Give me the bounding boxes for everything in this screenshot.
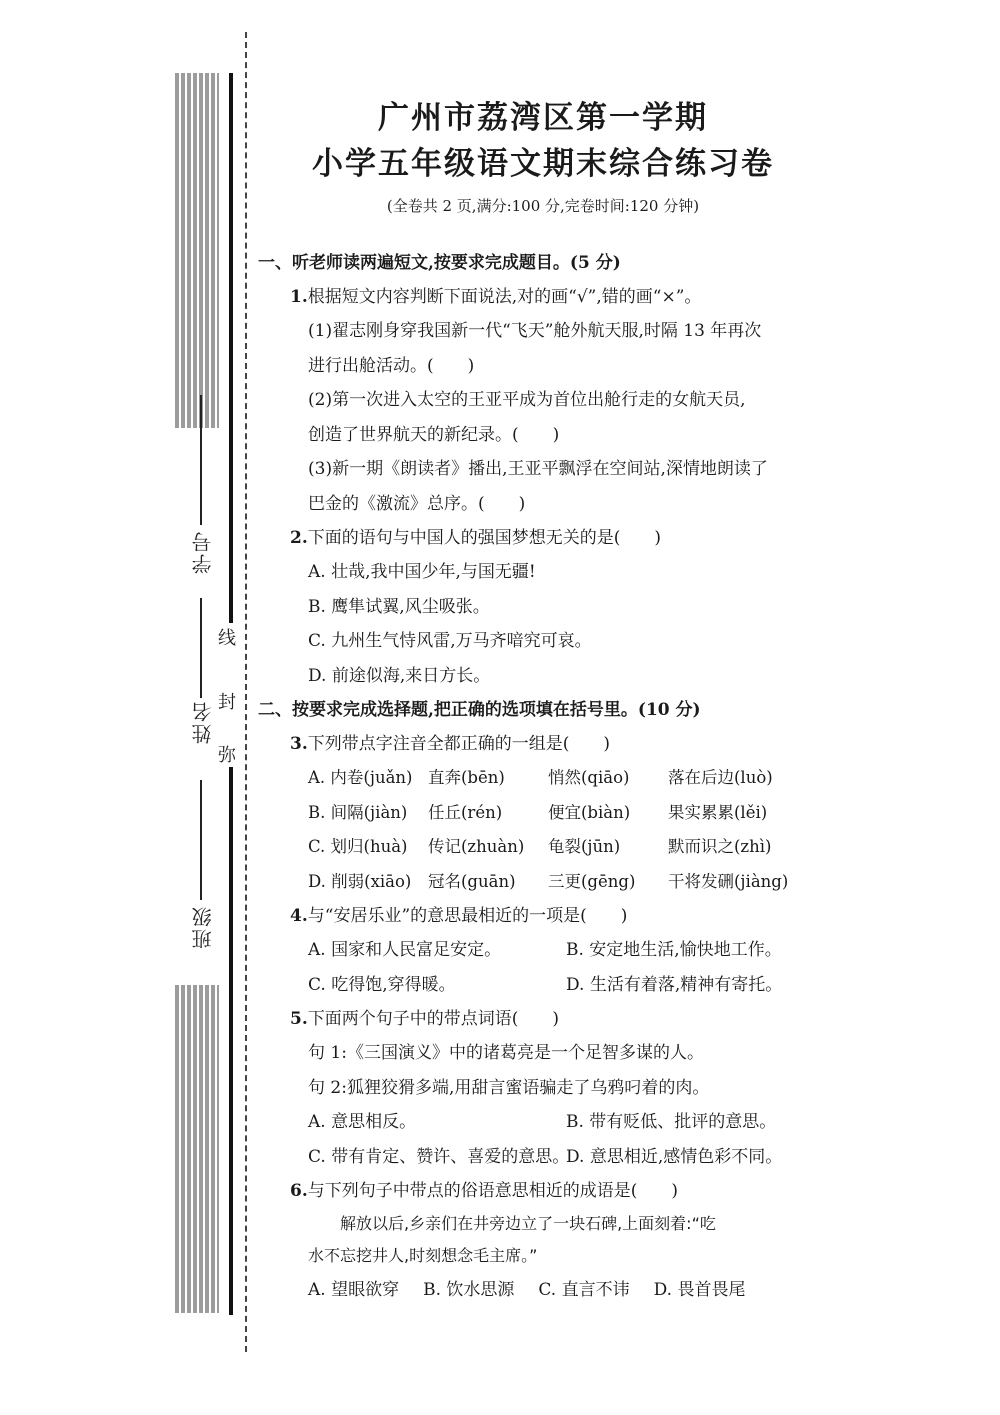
q6-passage-line-1: 解放以后,乡亲们在井旁边立了一块石碑,上面刻着:“吃: [340, 1214, 716, 1233]
q4-option-a: A. 国家和人民富足安定。: [308, 940, 502, 960]
xingming-label: 姓名: [191, 700, 215, 744]
q2-option-a: A. 壮哉,我中国少年,与国无疆!: [308, 562, 536, 582]
q3-option-a: [258, 761, 828, 796]
q3-c-3: 龟裂(jūn): [548, 837, 621, 856]
q2-option-d: D. 前途似海,来日方长。: [308, 665, 491, 686]
question-1: [258, 280, 828, 314]
q3-c-1: C. 划归(huà): [308, 837, 408, 856]
question-number: 4.: [290, 906, 308, 926]
q5-options-row-2: [258, 1140, 828, 1175]
question-number: 3.: [290, 734, 308, 754]
seal-char-xian: 线: [218, 628, 236, 649]
question-number: 5.: [290, 1009, 308, 1029]
q3-d-3: 三更(gēng): [548, 871, 636, 891]
question-5[interactable]: [258, 1002, 828, 1036]
question-number: 6.: [290, 1181, 308, 1201]
title-line-1: 广州市荔湾区第一学期: [378, 100, 708, 136]
q5-option-c: C. 带有肯定、赞许、喜爱的意思。: [308, 1146, 570, 1167]
banji-label: 班级: [191, 905, 215, 949]
q3-b-1: B. 间隔(jiàn): [308, 802, 408, 822]
q3-b-2: 任丘(rén): [428, 802, 503, 822]
q2-option-c: C. 九州生气恃风雷,万马齐喑究可哀。: [308, 631, 592, 651]
question-6[interactable]: [258, 1174, 828, 1208]
xuehao-blank[interactable]: [200, 395, 202, 525]
q5-option-d: D. 意思相近,感情色彩不同。: [566, 1146, 783, 1167]
q4-options-row-2: [258, 968, 828, 1003]
question-text: 下面两个句子中的带点词语( ): [307, 1009, 560, 1029]
question-text: 下面的语句与中国人的强国梦想无关的是( ): [307, 528, 662, 548]
margin-stripes-top: [173, 73, 219, 428]
q3-a-4: 落在后边(luò): [668, 768, 773, 787]
question-number: 2.: [290, 528, 308, 548]
q3-a-1: A. 内卷(juǎn): [308, 768, 413, 787]
q1-item-2-line-1: (2)第一次进入太空的王亚平成为首位出舱行走的女航天员,: [308, 390, 746, 410]
seal-char-feng: 封: [218, 692, 236, 713]
q6-passage-line-2: 水不忘挖井人,时刻想念毛主席。”: [308, 1246, 538, 1265]
q4-options-row-1: [258, 933, 828, 968]
question-text: 根据短文内容判断下面说法,对的画“√”,错的画“×”。: [307, 287, 702, 307]
q3-d-4: 干将发硎(jiàng): [668, 871, 789, 891]
question-3[interactable]: [258, 727, 828, 761]
banji-blank[interactable]: [200, 780, 202, 900]
q3-c-2: 传记(zhuàn): [428, 837, 525, 856]
q1-item-2-line-2[interactable]: 创造了世界航天的新纪录。( ): [308, 424, 560, 445]
margin-stripes-bottom: [173, 985, 219, 1313]
q4-option-d: D. 生活有着落,精神有寄托。: [566, 974, 783, 995]
q3-option-c: [258, 830, 828, 865]
q3-b-4: 果实累累(lěi): [668, 802, 768, 822]
question-text: 下列带点字注音全都正确的一组是( ): [307, 734, 611, 754]
q3-a-2: 直奔(bēn): [428, 768, 505, 787]
q6-option-b: B. 饮水思源: [423, 1280, 515, 1300]
q3-d-2: 冠名(guān): [428, 871, 516, 891]
q3-option-d: [258, 865, 828, 900]
q6-option-d: D. 畏首畏尾: [653, 1280, 746, 1300]
binding-line-lower: [229, 760, 233, 1315]
seal-char-mi: 弥: [218, 745, 236, 766]
q5-options-row-1: [258, 1105, 828, 1140]
section-2-heading: 二、按要求完成选择题,把正确的选项填在括号里。(10 分): [258, 700, 701, 720]
q5-sentence-1: 句 1:《三国演义》中的诸葛亮是一个足智多谋的人。: [308, 1043, 704, 1063]
question-text: 与“安居乐业”的意思最相近的一项是( ): [307, 906, 628, 926]
xuehao-label: 学号: [191, 530, 215, 574]
q5-option-a: A. 意思相反。: [308, 1112, 417, 1132]
q3-b-3: 便宜(biàn): [548, 802, 631, 822]
title-line-2: 小学五年级语文期末综合练习卷: [312, 146, 774, 182]
section-1-heading: 一、听老师读两遍短文,按要求完成题目。(5 分): [258, 253, 621, 273]
q5-sentence-2: 句 2:狐狸狡猾多端,用甜言蜜语骗走了乌鸦叼着的肉。: [308, 1077, 710, 1098]
q3-option-b: [258, 796, 828, 831]
question-text: 与下列句子中带点的俗语意思相近的成语是( ): [307, 1181, 679, 1201]
q3-d-1: D. 削弱(xiāo): [308, 871, 412, 891]
q4-option-b: B. 安定地生活,愉快地工作。: [566, 940, 782, 960]
q2-option-b: B. 鹰隼试翼,风尘吸张。: [308, 596, 490, 617]
q1-item-3-line-2[interactable]: 巴金的《激流》总序。( ): [308, 493, 526, 514]
cut-line: [245, 32, 247, 1352]
q6-option-c: C. 直言不讳: [538, 1280, 630, 1300]
q1-item-1-line-2[interactable]: 进行出舱活动。( ): [308, 355, 475, 376]
binding-line-upper: [229, 73, 233, 623]
q5-option-b: B. 带有贬低、批评的意思。: [566, 1112, 777, 1132]
q3-c-4: 默而识之(zhì): [668, 837, 772, 856]
q6-options: [258, 1272, 828, 1308]
q3-a-3: 悄然(qiāo): [548, 768, 630, 787]
q1-item-3-line-1: (3)新一期《朗读者》播出,王亚平飘浮在空间站,深情地朗读了: [308, 459, 768, 479]
question-2[interactable]: [258, 521, 828, 555]
question-4[interactable]: [258, 899, 828, 933]
q4-option-c: C. 吃得饱,穿得暖。: [308, 974, 456, 995]
q1-item-1-line-1: (1)翟志刚身穿我国新一代“飞天”舱外航天服,时隔 13 年再次: [308, 321, 762, 341]
xingming-blank[interactable]: [200, 598, 202, 698]
q6-option-a: A. 望眼欲穿: [308, 1280, 400, 1300]
exam-content: [258, 95, 828, 1308]
exam-info: (全卷共 2 页,满分:100 分,完卷时间:120 分钟): [386, 197, 700, 215]
question-number: 1.: [290, 287, 308, 307]
